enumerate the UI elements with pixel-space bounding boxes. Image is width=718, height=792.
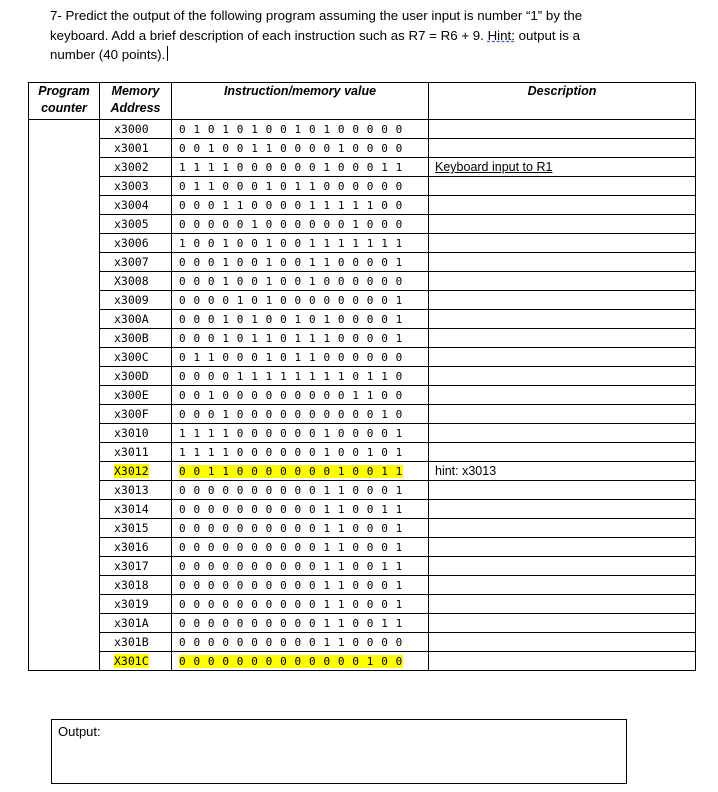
table-row — [29, 481, 696, 500]
memory-address-cell: x3016 — [100, 538, 172, 557]
program-rows — [29, 120, 696, 671]
program-counter-cell — [29, 443, 100, 462]
instruction-value-cell: 0 0 0 0 0 0 0 0 0 0 1 1 0 0 0 1 — [172, 576, 429, 595]
output-box[interactable] — [51, 719, 627, 784]
description-cell[interactable] — [429, 367, 696, 386]
description-cell[interactable] — [429, 386, 696, 405]
program-counter-cell — [29, 614, 100, 633]
memory-address-cell: x3015 — [100, 519, 172, 538]
program-counter-cell — [29, 158, 100, 177]
description-cell[interactable]: hint: x3013 — [429, 462, 696, 481]
question-line-2-b: output is a — [514, 27, 580, 43]
memory-address-cell: x3005 — [100, 215, 172, 234]
header-memory-address: Memory Address — [100, 83, 172, 120]
memory-address-cell: x3017 — [100, 557, 172, 576]
instruction-value-cell: 1 1 1 1 0 0 0 0 0 0 1 0 0 0 0 1 — [172, 424, 429, 443]
header-instruction-value: Instruction/memory value — [172, 83, 429, 120]
instruction-value-cell: 1 0 0 1 0 0 1 0 0 1 1 1 1 1 1 1 — [172, 234, 429, 253]
memory-address-cell: x3001 — [100, 139, 172, 158]
instruction-value-cell: 0 1 0 1 0 1 0 0 1 0 1 0 0 0 0 0 — [172, 120, 429, 139]
table-row — [29, 424, 696, 443]
table-row — [29, 500, 696, 519]
table-row — [29, 519, 696, 538]
memory-address-cell: X3012 — [100, 462, 172, 481]
instruction-value-cell: 0 0 0 1 0 0 1 0 0 1 1 0 0 0 0 1 — [172, 253, 429, 272]
instruction-value-cell: 0 0 0 1 0 1 1 0 1 1 1 0 0 0 0 1 — [172, 329, 429, 348]
instruction-value-cell: 1 1 1 1 0 0 0 0 0 0 1 0 0 1 0 1 — [172, 443, 429, 462]
description-cell[interactable] — [429, 120, 696, 139]
program-counter-cell — [29, 329, 100, 348]
table-row — [29, 462, 696, 481]
program-counter-cell — [29, 557, 100, 576]
instruction-value-cell: 0 0 1 0 0 0 0 0 0 0 0 0 1 1 0 0 — [172, 386, 429, 405]
memory-address-cell: x3007 — [100, 253, 172, 272]
instruction-value-cell: 0 0 0 1 1 0 0 0 0 1 1 1 1 1 0 0 — [172, 196, 429, 215]
header-program-counter: Program counter — [29, 83, 100, 120]
hint-word: Hint: — [487, 27, 515, 43]
description-cell[interactable] — [429, 633, 696, 652]
description-cell[interactable] — [429, 614, 696, 633]
program-counter-cell — [29, 576, 100, 595]
table-row — [29, 348, 696, 367]
table-row — [29, 310, 696, 329]
program-counter-cell — [29, 177, 100, 196]
instruction-value-cell: 0 1 1 0 0 0 1 0 1 1 0 0 0 0 0 0 — [172, 348, 429, 367]
table-row — [29, 291, 696, 310]
program-counter-cell — [29, 120, 100, 139]
memory-address-cell: x3019 — [100, 595, 172, 614]
description-cell[interactable] — [429, 291, 696, 310]
memory-address-cell: x3003 — [100, 177, 172, 196]
instruction-value-cell: 0 1 1 0 0 0 1 0 1 1 0 0 0 0 0 0 — [172, 177, 429, 196]
table-row — [29, 139, 696, 158]
table-row — [29, 329, 696, 348]
memory-address-cell: x3013 — [100, 481, 172, 500]
program-counter-cell — [29, 367, 100, 386]
description-cell[interactable] — [429, 538, 696, 557]
output-label: Output: — [58, 724, 101, 739]
question-line-2-a: keyboard. Add a brief description of each instruction such as R7 = R6 + 9. — [50, 27, 488, 43]
description-cell[interactable]: Keyboard input to R1 — [429, 158, 696, 177]
instruction-value-cell: 0 0 0 0 0 0 0 0 0 0 1 1 0 0 1 1 — [172, 614, 429, 633]
table-row — [29, 386, 696, 405]
description-cell[interactable] — [429, 595, 696, 614]
instruction-value-cell: 0 0 0 0 0 0 0 0 0 0 1 1 0 0 0 1 — [172, 519, 429, 538]
description-cell[interactable] — [429, 652, 696, 671]
table-row — [29, 177, 696, 196]
program-counter-cell — [29, 405, 100, 424]
table-row — [29, 253, 696, 272]
question-line-3 — [50, 45, 650, 65]
memory-address-cell: x300F — [100, 405, 172, 424]
header-row — [29, 83, 696, 120]
instruction-value-cell: 0 0 0 0 0 0 0 0 0 0 1 1 0 0 0 1 — [172, 538, 429, 557]
description-cell[interactable] — [429, 234, 696, 253]
instruction-value-cell: 0 0 0 1 0 1 0 0 1 0 1 0 0 0 0 1 — [172, 310, 429, 329]
table-row — [29, 272, 696, 291]
memory-address-cell: x3002 — [100, 158, 172, 177]
program-counter-cell — [29, 424, 100, 443]
program-counter-cell — [29, 196, 100, 215]
table-row — [29, 120, 696, 139]
description-cell[interactable] — [429, 557, 696, 576]
memory-address-cell: x3018 — [100, 576, 172, 595]
question-line-2 — [50, 26, 650, 46]
table-row — [29, 557, 696, 576]
question-line-3-text: number (40 points). — [50, 47, 166, 62]
memory-address-cell: x3006 — [100, 234, 172, 253]
program-counter-cell — [29, 538, 100, 557]
memory-address-cell: x3014 — [100, 500, 172, 519]
description-cell[interactable] — [429, 519, 696, 538]
program-counter-cell — [29, 348, 100, 367]
memory-address-cell: x300A — [100, 310, 172, 329]
instruction-value-cell: 0 0 0 0 0 0 0 0 0 0 1 1 0 0 0 1 — [172, 595, 429, 614]
description-cell[interactable] — [429, 576, 696, 595]
program-counter-cell — [29, 272, 100, 291]
memory-address-cell: X301C — [100, 652, 172, 671]
table-row — [29, 614, 696, 633]
instruction-value-cell: 0 0 0 0 0 0 0 0 0 0 1 1 0 0 0 1 — [172, 481, 429, 500]
instruction-value-cell: 0 0 0 0 0 0 0 0 0 0 1 1 0 0 1 1 — [172, 500, 429, 519]
instruction-value-cell: 0 0 1 1 0 0 0 0 0 0 0 1 0 0 1 1 — [172, 462, 429, 481]
memory-address-cell: x301A — [100, 614, 172, 633]
instruction-value-cell: 0 0 0 0 0 0 0 0 0 0 0 0 0 1 0 0 — [172, 652, 429, 671]
program-counter-cell — [29, 215, 100, 234]
memory-address-cell: x300B — [100, 329, 172, 348]
table-row — [29, 158, 696, 177]
program-counter-cell — [29, 519, 100, 538]
instruction-value-cell: 0 0 0 1 0 0 1 0 0 1 0 0 0 0 0 0 — [172, 272, 429, 291]
program-counter-cell — [29, 481, 100, 500]
table-row — [29, 576, 696, 595]
program-table — [28, 82, 696, 671]
program-counter-cell — [29, 139, 100, 158]
memory-address-cell: x300D — [100, 367, 172, 386]
instruction-value-cell: 0 0 0 0 0 0 0 0 0 0 1 1 0 0 0 0 — [172, 633, 429, 652]
memory-address-cell: x300E — [100, 386, 172, 405]
description-cell[interactable] — [429, 177, 696, 196]
description-cell[interactable] — [429, 139, 696, 158]
description-cell[interactable] — [429, 405, 696, 424]
instruction-value-cell: 0 0 1 0 0 1 1 0 0 0 0 1 0 0 0 0 — [172, 139, 429, 158]
program-counter-cell — [29, 462, 100, 481]
question-line-1: 7- Predict the output of the following program assuming the user input is number “1” by the — [50, 8, 583, 23]
memory-address-cell: X3008 — [100, 272, 172, 291]
instruction-value-cell: 0 0 0 0 0 1 0 0 0 0 0 0 1 0 0 0 — [172, 215, 429, 234]
memory-address-cell: x3011 — [100, 443, 172, 462]
program-counter-cell — [29, 633, 100, 652]
description-cell[interactable] — [429, 424, 696, 443]
description-cell[interactable] — [429, 443, 696, 462]
program-counter-cell — [29, 500, 100, 519]
table-row — [29, 652, 696, 671]
table-row — [29, 405, 696, 424]
description-cell[interactable] — [429, 253, 696, 272]
description-cell[interactable] — [429, 215, 696, 234]
instruction-value-cell: 0 0 0 0 1 0 1 0 0 0 0 0 0 0 0 1 — [172, 291, 429, 310]
table-row — [29, 538, 696, 557]
table-row — [29, 196, 696, 215]
program-counter-cell — [29, 253, 100, 272]
table-row — [29, 367, 696, 386]
text-cursor — [167, 46, 168, 61]
program-counter-cell — [29, 291, 100, 310]
table-row — [29, 595, 696, 614]
memory-address-cell: x301B — [100, 633, 172, 652]
table-row — [29, 633, 696, 652]
table-row — [29, 234, 696, 253]
question-text — [50, 6, 650, 65]
memory-address-cell: x3000 — [100, 120, 172, 139]
instruction-value-cell: 0 0 0 0 0 0 0 0 0 0 1 1 0 0 1 1 — [172, 557, 429, 576]
memory-address-cell: x3010 — [100, 424, 172, 443]
table-row — [29, 215, 696, 234]
instruction-value-cell: 1 1 1 1 0 0 0 0 0 0 1 0 0 0 1 1 — [172, 158, 429, 177]
header-description: Description — [429, 83, 696, 120]
program-counter-cell — [29, 595, 100, 614]
table-row — [29, 443, 696, 462]
program-counter-cell — [29, 234, 100, 253]
description-cell[interactable] — [429, 348, 696, 367]
memory-address-cell: x300C — [100, 348, 172, 367]
instruction-value-cell: 0 0 0 0 1 1 1 1 1 1 1 1 0 1 1 0 — [172, 367, 429, 386]
description-cell[interactable] — [429, 481, 696, 500]
description-cell[interactable] — [429, 272, 696, 291]
instruction-value-cell: 0 0 0 1 0 0 0 0 0 0 0 0 0 0 1 0 — [172, 405, 429, 424]
description-cell[interactable] — [429, 500, 696, 519]
program-counter-cell — [29, 386, 100, 405]
description-cell[interactable] — [429, 196, 696, 215]
description-cell[interactable] — [429, 329, 696, 348]
program-counter-cell — [29, 652, 100, 671]
description-cell[interactable] — [429, 310, 696, 329]
memory-address-cell: x3009 — [100, 291, 172, 310]
program-counter-cell — [29, 310, 100, 329]
memory-address-cell: x3004 — [100, 196, 172, 215]
